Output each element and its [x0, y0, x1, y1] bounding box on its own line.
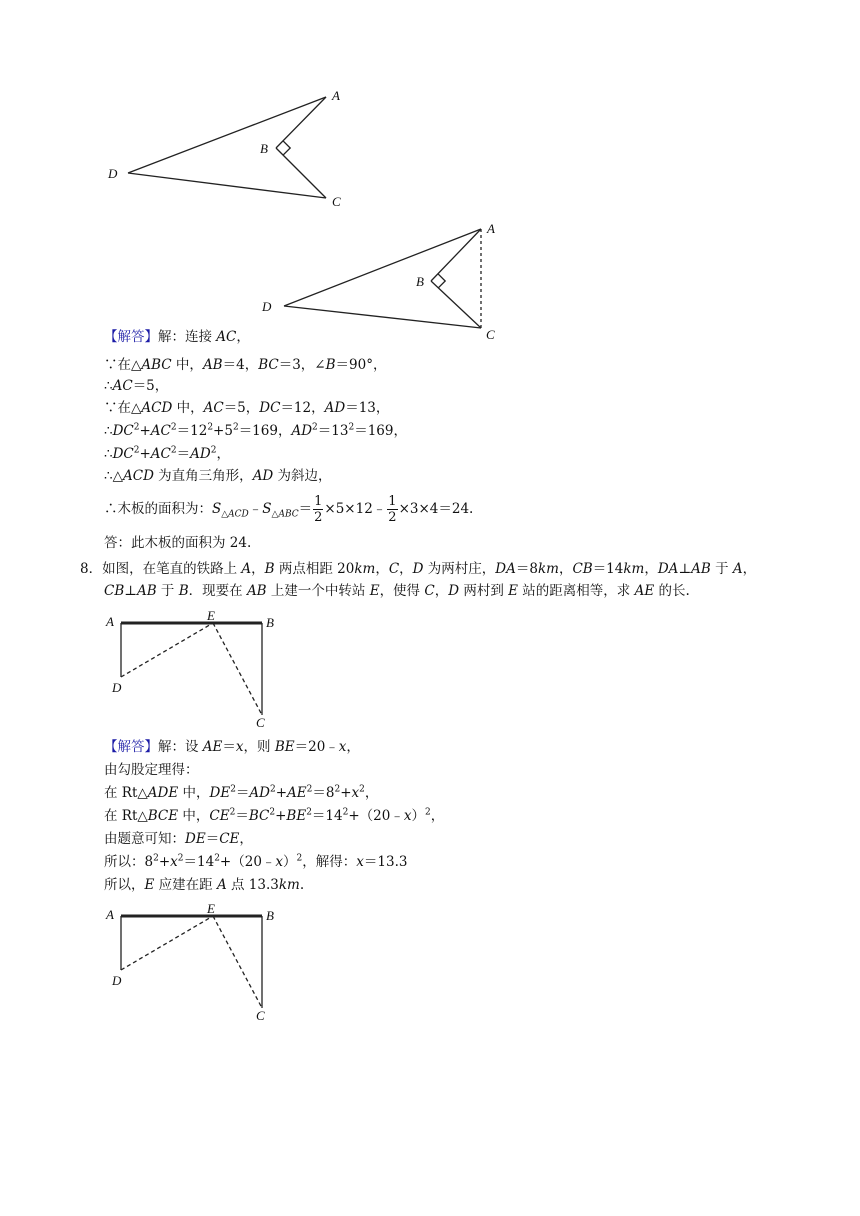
fig2-label-b: B — [416, 274, 424, 289]
q8-line-2: CB⊥AB 于 B．现要在 AB 上建一个中转站 E，使得 C，D 两村到 E 站的距离相等，求 AE 的长. — [104, 583, 690, 599]
figure-4-svg — [0, 893, 860, 1028]
fig2-label-a: A — [487, 221, 495, 236]
q8-line-1: 8．如图，在笔直的铁路上 A，B 两点相距 20km，C，D 为两村庄，DA＝8km，CB＝14km，DA⊥AB 于 A， — [80, 561, 757, 577]
solution-tag: 【解答】 — [104, 329, 158, 345]
sol8-line-2: 由勾股定理得： — [104, 762, 199, 778]
sol7-line-2: ∵在△ABC 中，AB＝4，BC＝3，∠B＝90°， — [104, 357, 387, 373]
fig1-label-a: A — [332, 88, 340, 103]
figure-railway-ab — [0, 600, 860, 735]
sol7-line-6: $\therefore DC^2+AC^2=AD^2$， — [104, 445, 230, 462]
fig1-label-b: B — [260, 141, 268, 156]
sol8-line-3: 在 Rt△ADE 中，$DE^2=AD^2+AE^2=8^2+x^2$， — [104, 784, 379, 801]
sol8-line-6: 所以：$8^2+x^2=14^2+(20﹣x)^2$，解得：x＝13.3 — [104, 853, 408, 870]
fig4-label-b: B — [266, 908, 274, 923]
fraction-half: $\frac{1}{2}$ — [314, 494, 323, 525]
fig3-label-c: C — [256, 715, 265, 730]
sol7-line-8: ∴木板的面积为：$S_{\triangle ACD}﹣S_{\triangle ABC}=$ $\frac{1}{2}$ ×5×12﹣ $\frac{1}{2}$ ×3×4＝24. — [104, 494, 474, 525]
sol7-line-1: 【解答】解：连接 AC， — [104, 329, 250, 345]
fig2-label-d: D — [262, 299, 272, 314]
fig3-label-e: E — [207, 608, 215, 623]
fig4-label-a: A — [106, 907, 114, 922]
fig1-label-c: C — [332, 194, 341, 209]
sol8-line-5: 由题意可知：DE＝CE， — [104, 831, 253, 847]
figure-railway-ab-repeat — [0, 893, 860, 1028]
fig4-label-d: D — [112, 973, 122, 988]
figure-3-svg — [0, 600, 860, 735]
sol7-line-4: ∵在△ACD 中，AC＝5，DC＝12，AD＝13， — [104, 400, 390, 416]
figure-2-svg — [0, 215, 860, 345]
sol8-line-4: 在 Rt△BCE 中，$CE^2=BC^2+BE^2=14^2+(20﹣x)^2$， — [104, 807, 445, 824]
fig3-label-b: B — [266, 615, 274, 630]
figure-quadrilateral-abcd — [0, 0, 860, 215]
fig3-label-d: D — [112, 680, 122, 695]
sol8-line-7: 所以，E 应建在距 A 点 13.3km. — [104, 877, 305, 893]
sol7-line-3: ∴AC＝5， — [104, 378, 169, 394]
sol7-line-5: $\therefore DC^2+AC^2=12^2+5^2=169$，$AD^2=13^2=169$， — [104, 422, 407, 439]
fig4-label-e: E — [207, 901, 215, 916]
fig3-label-a: A — [106, 614, 114, 629]
fraction-half: $\frac{1}{2}$ — [388, 494, 397, 525]
figure-quadrilateral-with-ac — [0, 215, 860, 345]
q8-number: 8． — [80, 561, 103, 577]
figure-1-svg — [0, 0, 860, 215]
solution-tag: 【解答】 — [104, 739, 158, 755]
fig4-label-c: C — [256, 1008, 265, 1023]
sol8-line-1: 【解答】解：设 AE＝x，则 BE＝20﹣x， — [104, 739, 360, 755]
fig1-label-d: D — [108, 166, 118, 181]
fig2-label-c: C — [486, 327, 495, 342]
sol7-line-7: ∴△ACD 为直角三角形，AD 为斜边， — [104, 468, 332, 484]
sol7-line-9: 答：此木板的面积为 24. — [104, 535, 252, 551]
